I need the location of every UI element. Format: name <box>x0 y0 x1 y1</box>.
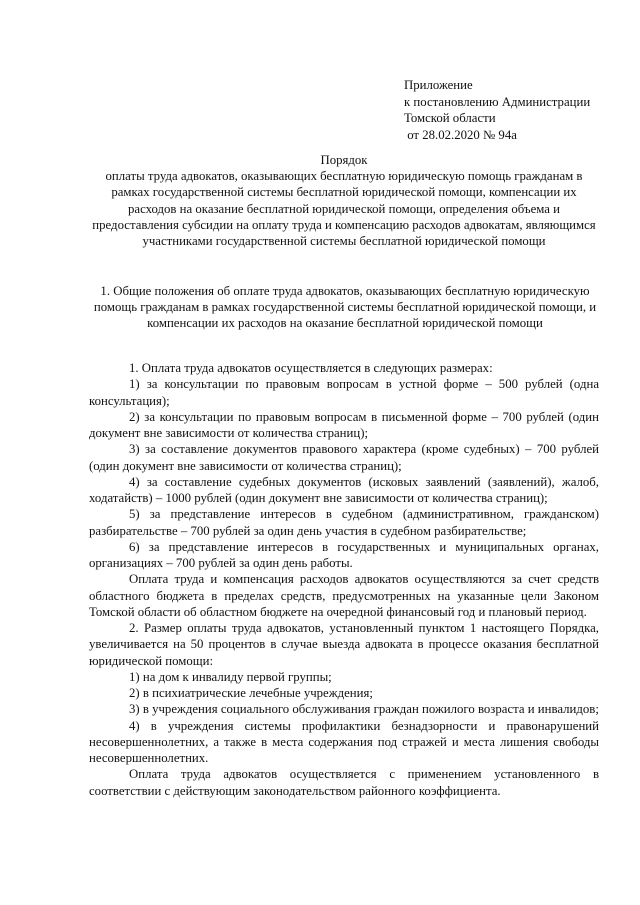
paragraph: 3) в учреждения социального обслуживания граждан пожилого возраста и инвалидов; <box>129 702 599 717</box>
section-1-title: 1. Общие положения об оплате труда адвокатов, оказывающих бесплатную юридическую помощь гражданам в рамках государственной системы бесплатной юридической помощи, и компенсации их расходов на оказание бесплатной юридической помощи <box>93 284 597 331</box>
paragraph: 1. Оплата труда адвокатов осуществляется в следующих размерах: <box>129 361 493 375</box>
paragraph: 4) за составление судебных документов (исковых заявлений (заявлений), жалоб, ходатайств) – 1000 рублей (один документ вне зависимости от количества страниц); <box>89 474 599 505</box>
paragraph: 2) за консультации по правовым вопросам в письменной форме – 700 рублей (один документ вне зависимости от количества страниц); <box>89 409 599 440</box>
appendix-line-2: к постановлению Администрации <box>404 94 591 109</box>
paragraph: 6) за представление интересов в государственных и муниципальных органах, организациях – 700 рублей за один день работы. <box>89 539 599 570</box>
paragraph: 2. Размер оплаты труда адвокатов, установленный пунктом 1 настоящего Порядка, увеличивается на 50 процентов в случае выезда адвоката в процессе оказания бесплатной юридической помощи: <box>89 621 599 668</box>
paragraph: Оплата труда и компенсация расходов адвокатов осуществляются за счет средств областного бюджета в пределах средств, предусмотренных на указанные цели Законом Томской области об областном бюджете на очередной финансовый год и плановый период. <box>89 572 599 619</box>
paragraph: 3) за составление документов правового характера (кроме судебных) – 700 рублей (один документ вне зависимости от количества страниц); <box>89 442 599 473</box>
appendix-line-4: от 28.02.2020 № 94а <box>404 127 517 142</box>
title-subtitle: оплаты труда адвокатов, оказывающих бесплатную юридическую помощь гражданам в рамках государственной системы бесплатной юридической помощи, компенсации их расходов на оказание бесплатной юридической помощи, определения объема и предоставления субсидии на оплату труда и компенсацию расходов адвокатам, являющимся участниками государственной системы бесплатной юридической помощи <box>92 169 596 249</box>
title-heading: Порядок <box>320 153 368 167</box>
paragraph: Оплата труда адвокатов осуществляется с применением установленного в соответствии с действующим законодательством районного коэффициента. <box>89 767 599 798</box>
document-body <box>89 360 599 799</box>
paragraph: 1) за консультации по правовым вопросам в устной форме – 500 рублей (одна консультация); <box>89 377 599 408</box>
document-title <box>88 152 600 249</box>
appendix-block <box>404 77 590 143</box>
appendix-line-3: Томской области <box>404 111 496 125</box>
paragraph: 2) в психиатрические лечебные учреждения; <box>129 686 373 700</box>
paragraph: 5) за представление интересов в судебном (административном, гражданском) разбирательстве – 700 рублей за один день участия в судебном разбирательстве; <box>89 507 599 538</box>
appendix-line-1: Приложение <box>404 78 473 92</box>
paragraph: 4) в учреждения системы профилактики безнадзорности и правонарушений несовершеннолетних, а также в места содержания под стражей и места лишения свободы несовершеннолетних. <box>89 718 599 765</box>
paragraph: 1) на дом к инвалиду первой группы; <box>129 669 332 684</box>
